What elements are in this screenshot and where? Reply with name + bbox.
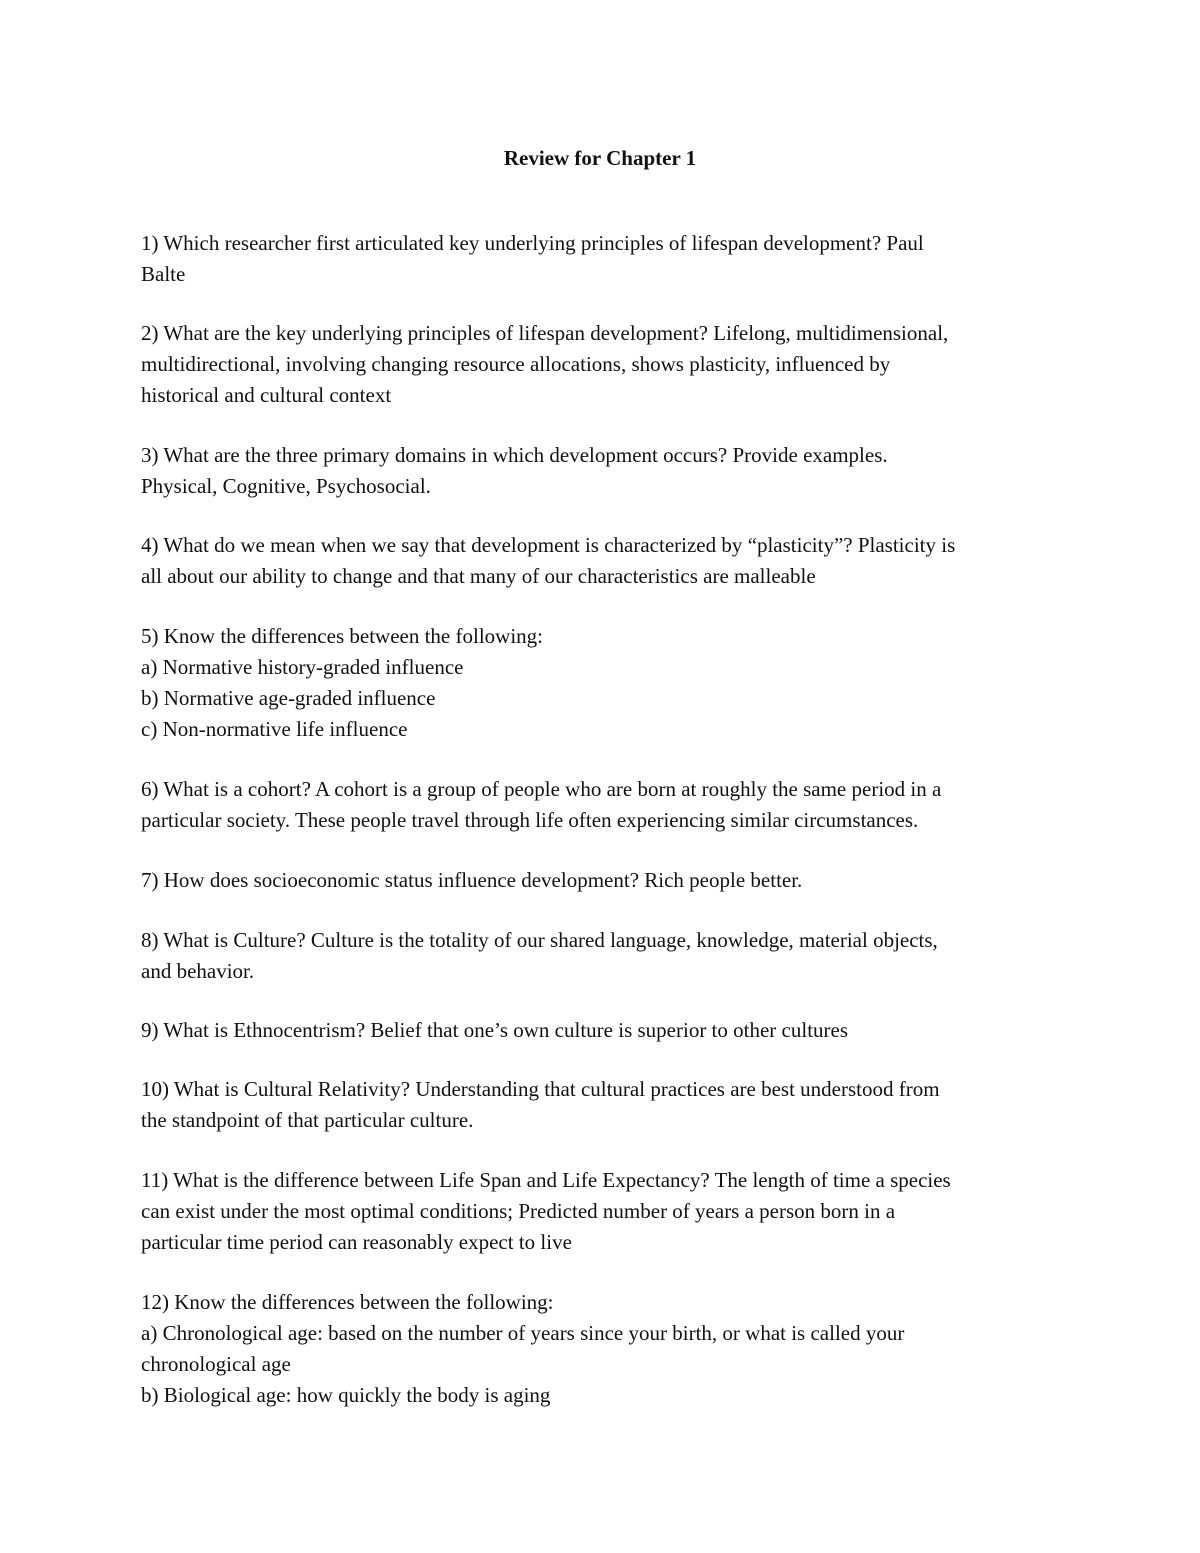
question-1: 1) Which researcher first articulated key underlying principles of lifespan development? Paul Balte [141, 231, 924, 286]
question-3: 3) What are the three primary domains in which development occurs? Provide examples. Physical, Cognitive, Psychosocial. [141, 443, 888, 498]
question-4: 4) What do we mean when we say that development is characterized by “plasticity”? Plasticity is all about our ability to change and that many of our characteristics are malleable [141, 533, 956, 588]
question-11: 11) What is the difference between Life Span and Life Expectancy? The length of time a species can exist under the most optimal conditions; Predicted number of years a person born in a particular time period can reasonably expect to live [141, 1168, 951, 1254]
question-10: 10) What is Cultural Relativity? Understanding that cultural practices are best understood from the standpoint of that particular culture. [141, 1077, 940, 1132]
page-title: Review for Chapter 1 [503, 146, 697, 170]
question-2: 2) What are the key underlying principles of lifespan development? Lifelong, multidimensional, multidirectional, involving changing resource allocations, shows plasticity, influenced by historical and cultural context [141, 321, 949, 407]
question-6: 6) What is a cohort? A cohort is a group of people who are born at roughly the same period in a particular society. These people travel through life often experiencing similar circumstances. [141, 777, 942, 832]
question-9: 9) What is Ethnocentrism? Belief that one’s own culture is superior to other cultures [141, 1018, 849, 1042]
question-8: 8) What is Culture? Culture is the totality of our shared language, knowledge, material objects, and behavior. [141, 928, 938, 983]
question-12: 12) Know the differences between the following: a) Chronological age: based on the number of years since your birth, or what is called your chronological age b) Biological age: how quickly the body is aging [141, 1290, 905, 1407]
question-5: 5) Know the differences between the following: a) Normative history-graded influence b) Normative age-graded influence c) Non-normative life influence [141, 624, 543, 741]
question-7: 7) How does socioeconomic status influence development? Rich people better. [141, 868, 803, 892]
